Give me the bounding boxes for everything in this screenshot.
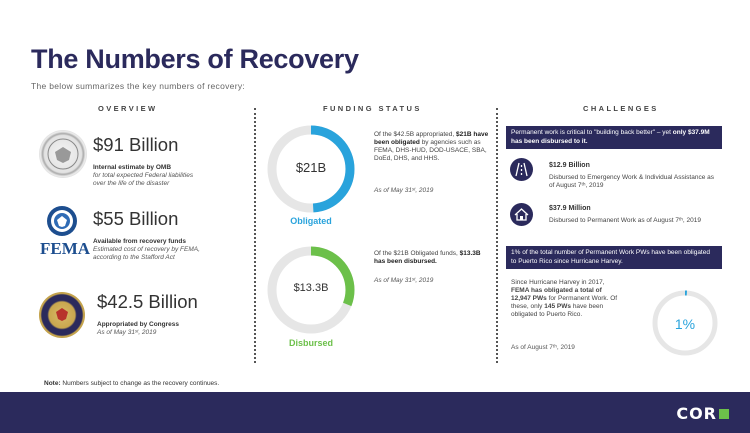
challenge-amount: $37.9 Million [549,205,591,212]
obligated-label: Obligated [290,216,332,226]
cor-logo: COR [676,404,729,423]
overview-detail: for total expected Federal liabilities [93,172,194,179]
challenge-date: As of August 7ᵗʰ, 2019 [511,344,575,351]
overview-bold: Appropriated by Congress [97,321,179,328]
obligated-date: As of May 31ˢᵗ, 2019 [374,187,434,194]
overview-detail: Estimated cost of recovery by FEMA, [93,246,200,253]
challenge-banner: Permanent work is critical to "building back better" – yet only $37.9M has been disbursed to it. [506,126,722,149]
overview-detail: over the life of the disaster [93,180,170,187]
house-icon [510,203,533,226]
page-title: The Numbers of Recovery [31,44,359,74]
funding-heading: FUNDING STATUS [323,104,422,113]
challenge-amount: $12.9 Billion [549,162,590,169]
overview-amount: $42.5 Billion [97,291,198,312]
overview-heading: OVERVIEW [98,104,158,113]
overview-bold: Available from recovery funds [93,238,186,245]
road-icon [510,158,533,181]
divider-left [254,108,256,363]
omb-seal-icon [39,130,87,178]
overview-bold: Internal estimate by OMB [93,164,172,171]
page-subtitle: The below summarizes the key numbers of recovery: [31,81,246,91]
overview-detail: according to the Stafford Act [93,254,175,261]
disbursed-label: Disbursed [288,338,333,348]
disbursed-description: Of the $21B Obligated funds, $13.3B has been disbursed. [374,250,481,265]
footnote: Note: Numbers subject to change as the recovery continues. [44,380,220,387]
challenge-paragraph: Since Hurricane Harvey in 2017, FEMA has obligated a total of 12,947 PWs for Permanent Work. Of these, only 145 PWs have been obligated to Puerto Rico. [511,279,618,318]
obligated-value: $21B [295,160,327,175]
challenges-heading: CHALLENGES [583,104,659,113]
challenge-banner: 1% of the total number of Permanent Work PWs have been obligated to Puerto Rico since Hurricane Harvey. [506,246,722,269]
challenge-text: Disbursed to Emergency Work & Individual Assistance as of August 7ᵗʰ, 2019 [549,174,714,189]
fema-logo: FEMA [40,239,91,258]
divider-right [496,108,498,363]
overview-amount: $55 Billion [93,208,179,229]
dhs-seal-icon [47,206,77,236]
congress-seal-icon [39,292,85,338]
challenge-text: Disbursed to Permanent Work as of August 7ᵗʰ, 2019 [549,217,701,224]
disbursed-date: As of May 31ˢᵗ, 2019 [374,277,434,284]
footer-bar [0,392,750,433]
obligated-description: Of the $42.5B appropriated, $21B have been obligated by agencies such as FEMA, DHS-HUD, DOD-USACE, SBA, DoEd, DHS, and HHS. [374,131,489,162]
overview-date: As of May 31ˢᵗ, 2019 [97,329,157,336]
overview-amount: $91 Billion [93,134,179,155]
logo-square-icon [719,409,729,419]
percent-value: 1% [674,316,696,332]
disbursed-value: $13.3B [293,282,329,294]
